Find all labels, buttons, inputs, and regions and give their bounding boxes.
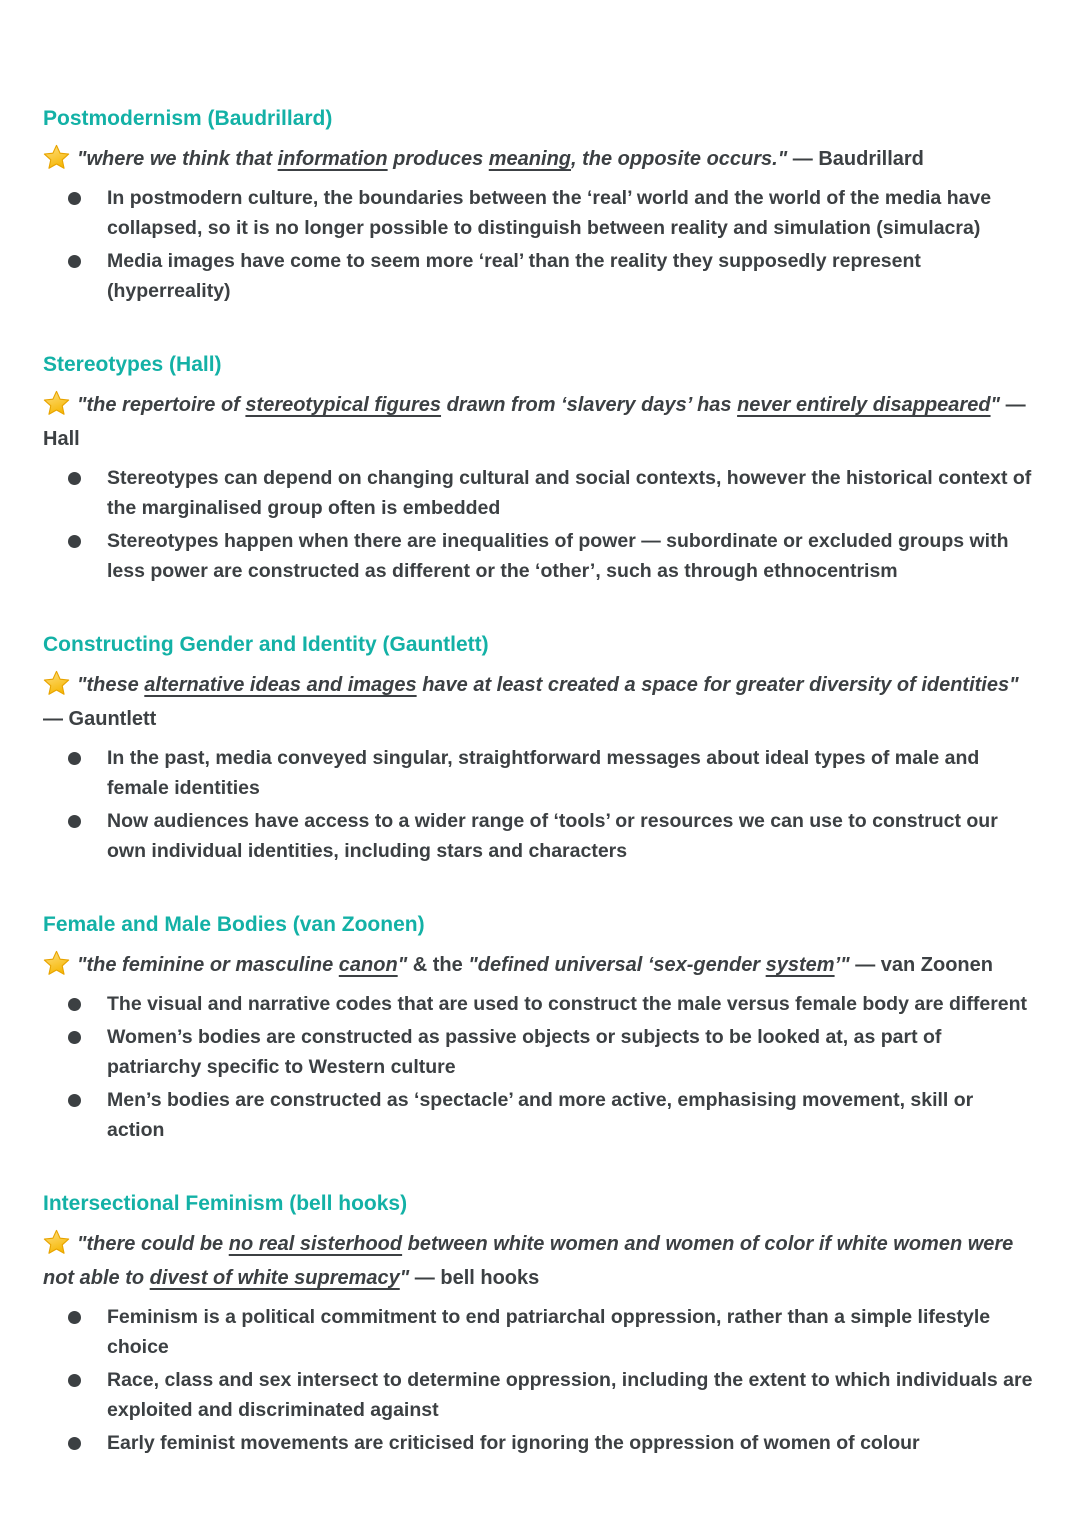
- quote-text: [43, 1233, 1013, 1289]
- bullet-icon: [68, 1374, 81, 1387]
- quote-segment: have at least created a space for greater diversity of identities: [416, 674, 1010, 696]
- bullet-item: [43, 1085, 1036, 1145]
- bullet-text: In postmodern culture, the boundaries between the ‘real’ world and the world of the media have collapsed, so it is no longer possible to distinguish between reality and simulation (simulacra): [107, 187, 992, 239]
- bullet-list: [43, 1302, 1036, 1458]
- star-icon: [43, 670, 70, 696]
- bullet-list: [43, 743, 1036, 866]
- bullet-text: The visual and narrative codes that are used to construct the male versus female body are different: [107, 993, 1028, 1015]
- quote-segment: "the feminine or masculine: [77, 954, 339, 976]
- quote-segment: "defined universal ‘sex-gender: [468, 954, 766, 976]
- bullet-text: Men’s bodies are constructed as ‘spectacle’ and more active, emphasising movement, skill or action: [107, 1089, 974, 1141]
- quote-segment: canon: [338, 954, 398, 976]
- bullet-item: [43, 183, 1036, 243]
- quote-segment: — Gauntlett: [43, 708, 157, 730]
- quote-segment: alternative ideas and images: [144, 674, 417, 696]
- notes-section: [43, 912, 1036, 1145]
- bullet-icon: [68, 1437, 81, 1450]
- quote-segment: "there could be: [77, 1233, 229, 1255]
- bullet-text: Women’s bodies are constructed as passive objects or subjects to be looked at, as part of patriarchy specific to Western culture: [107, 1026, 942, 1078]
- quote-segment: produces: [387, 148, 489, 170]
- quote-segment: & the: [407, 954, 469, 976]
- star-icon: [43, 1229, 70, 1255]
- star-icon: [43, 390, 70, 416]
- bullet-item: [43, 463, 1036, 523]
- section-heading: Stereotypes (Hall): [43, 353, 222, 376]
- bullet-icon: [68, 1094, 81, 1107]
- quote-segment: system: [765, 954, 835, 976]
- quote-segment: stereotypical figures: [245, 394, 442, 416]
- bullet-item: [43, 806, 1036, 866]
- bullet-icon: [68, 998, 81, 1011]
- sections: [43, 106, 1036, 1458]
- quote-segment: ": [399, 1267, 410, 1289]
- notes-section: [43, 632, 1036, 866]
- quote-segment: — van Zoonen: [849, 954, 993, 976]
- bullet-icon: [68, 535, 81, 548]
- bullet-item: [43, 989, 1036, 1019]
- quote-text: [77, 954, 993, 976]
- bullet-icon: [68, 472, 81, 485]
- quote-segment: never entirely disappeared: [737, 394, 991, 416]
- quote-segment: divest of white supremacy: [149, 1267, 400, 1289]
- bullet-text: Stereotypes can depend on changing cultural and social contexts, however the historical context of the marginalised group often is embedded: [107, 467, 1032, 519]
- bullet-icon: [68, 255, 81, 268]
- quote-segment: — Baudrillard: [787, 148, 924, 170]
- quote-line: [43, 142, 1036, 176]
- notes-section: [43, 352, 1036, 586]
- bullet-text: Media images have come to seem more ‘real’ than the reality they supposedly represent (hyperreality): [107, 250, 921, 302]
- bullet-icon: [68, 1311, 81, 1324]
- quote-segment: drawn from ‘slavery days’ has: [441, 394, 738, 416]
- bullet-item: [43, 526, 1036, 586]
- bullet-icon: [68, 752, 81, 765]
- bullet-text: Race, class and sex intersect to determine oppression, including the extent to which individuals are exploited and discriminated against: [107, 1369, 1033, 1421]
- quote-segment: — Hall: [43, 394, 1026, 450]
- quote-text: [43, 674, 1019, 730]
- star-icon: [43, 144, 70, 170]
- bullet-text: Stereotypes happen when there are inequalities of power — subordinate or excluded groups with less power are constructed as different or the ‘other’, such as through ethnocentrism: [107, 530, 1009, 582]
- quote-text: [77, 148, 924, 170]
- quote-line: [43, 948, 1036, 982]
- quote-segment: ’": [834, 954, 850, 976]
- bullet-icon: [68, 192, 81, 205]
- bullet-text: Now audiences have access to a wider range of ‘tools’ or resources we can use to construct our own individual identities, including stars and characters: [107, 810, 998, 862]
- bullet-icon: [68, 815, 81, 828]
- quote-segment: ": [1009, 674, 1019, 696]
- section-heading: Female and Male Bodies (van Zoonen): [43, 913, 425, 936]
- bullet-list: [43, 183, 1036, 306]
- bullet-item: [43, 246, 1036, 306]
- quote-segment: ": [397, 954, 408, 976]
- quote-segment: meaning: [488, 148, 572, 170]
- quote-line: [43, 1227, 1036, 1295]
- notes-section: [43, 106, 1036, 306]
- bullet-text: Feminism is a political commitment to end patriarchal oppression, rather than a simple lifestyle choice: [107, 1306, 991, 1358]
- bullet-item: [43, 1365, 1036, 1425]
- bullet-item: [43, 1022, 1036, 1082]
- quote-segment: — bell hooks: [409, 1267, 540, 1289]
- quote-segment: "the repertoire of: [77, 394, 246, 416]
- quote-segment: ": [990, 394, 1001, 416]
- quote-segment: "these: [77, 674, 145, 696]
- section-heading: Constructing Gender and Identity (Gauntlett): [43, 633, 489, 656]
- bullet-text: Early feminist movements are criticised for ignoring the oppression of women of colour: [107, 1432, 920, 1454]
- bullet-item: [43, 1428, 1036, 1458]
- section-heading: Intersectional Feminism (bell hooks): [43, 1192, 408, 1215]
- quote-segment: no real sisterhood: [228, 1233, 403, 1255]
- quote-text: [43, 394, 1026, 450]
- notes-section: [43, 1191, 1036, 1458]
- quote-segment: , the opposite occurs.": [571, 148, 788, 170]
- quote-line: [43, 388, 1036, 456]
- section-heading: Postmodernism (Baudrillard): [43, 107, 333, 130]
- bullet-item: [43, 1302, 1036, 1362]
- quote-line: [43, 668, 1036, 736]
- bullet-list: [43, 989, 1036, 1145]
- bullet-icon: [68, 1031, 81, 1044]
- quote-segment: "where we think that: [77, 148, 278, 170]
- quote-segment: information: [277, 148, 388, 170]
- bullet-item: [43, 743, 1036, 803]
- quote-segment: between white women and women of color if white women were not able to: [43, 1233, 1014, 1289]
- bullet-text: In the past, media conveyed singular, straightforward messages about ideal types of male and female identities: [107, 747, 980, 799]
- star-icon: [43, 950, 70, 976]
- bullet-list: [43, 463, 1036, 586]
